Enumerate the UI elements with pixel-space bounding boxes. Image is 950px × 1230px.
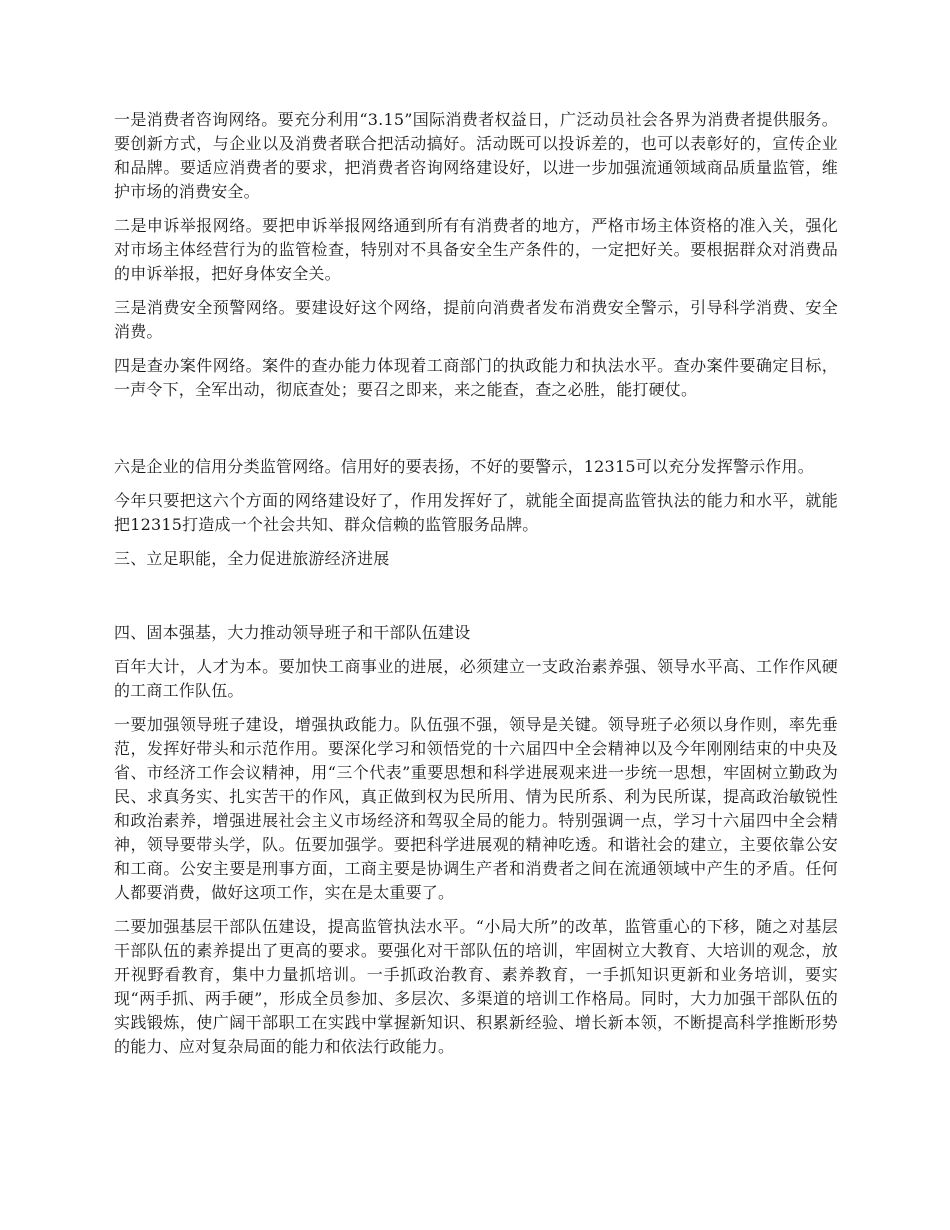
paragraph-credit-supervision-network: 六是企业的信用分类监管网络。信用好的要表扬，不好的要警示，12315可以充分发挥警示作用。 [114, 457, 814, 476]
section-heading-tourism: 三、立足职能，全力促进旅游经济进展 [114, 549, 390, 568]
paragraph-grassroots-cadres: 二要加强基层干部队伍建设，提高监管执法水平。“小局大所”的改革，监管重心的下移，随之对基层干部队伍的素养提出了更高的要求。要强化对干部队伍的培训，牢固树立大教育、大培训的观念，放开视野看教育，集中力量抓培训。一手抓政治教育、素养教育，一手抓知识更新和业务培训，要实现“两手抓、两手硬”，形成全员参加、多层次、多渠道的培训工作格局。同时，大力加强干部队伍的实践锻炼，使广阔干部职工在实践中掌握新知识、积累新经验、增长新本领，不断提高科学推断形势的能力、应对复杂局面的能力和依法行政能力。 [114, 917, 838, 1056]
blank-gap [114, 412, 838, 455]
paragraph-consumer-consulting-network: 一是消费者咨询网络。要充分利用“3.15”国际消费者权益日，广泛动员社会各界为消费者提供服务。要创新方式，与企业以及消费者联合把活动搞好。活动既可以投诉差的，也可以表彰好的，宣传企业和品牌。要适应消费者的要求，把消费者咨询网络建设好，以进一步加强流通领域商品质量监管，维护市场的消费安全。 [114, 110, 838, 201]
section-heading-team-building: 四、固本强基，大力推动领导班子和干部队伍建设 [114, 623, 471, 642]
paragraph-talent: 百年大计，人才为本。要加快工商事业的进展，必须建立一支政治素养强、领导水平高、工作作风硬的工商工作队伍。 [114, 657, 838, 700]
paragraph-leadership-building: 一要加强领导班子建设，增强执政能力。队伍强不强，领导是关键。领导班子必须以身作则，率先垂范，发挥好带头和示范作用。要深化学习和领悟党的十六届四中全会精神以及今年刚刚结束的中央及省、市经济工作会议精神，用“三个代表”重要思想和科学进展观来进一步统一思想，牢固树立勤政为民、求真务实、扎实苦干的作风，真正做到权为民所用、情为民所系、利为民所谋，提高政治敏锐性和政治素养，增强进展社会主义市场经济和驾驭全局的能力。特别强调一点，学习十六届四中全会精神，领导要带头学，队。伍要加强学。要把科学进展观的精神吃透。和谐社会的建立，主要依靠公安和工商。公安主要是刑事方面，工商主要是协调生产者和消费者之间在流通领域中产生的矛盾。任何人都要消费，做好这项工作，实在是太重要了。 [114, 715, 838, 902]
paragraph-safety-warning-network: 三是消费安全预警网络。要建设好这个网络，提前向消费者发布消费安全警示，引导科学消费、安全消费。 [114, 298, 838, 341]
paragraph-complaint-report-network: 二是申诉举报网络。要把申诉举报网络通到所有有消费者的地方，严格市场主体资格的准入关，强化对市场主体经营行为的监管检查，特别对不具备安全生产条件的，一定把好关。要根据群众对消费品的申诉举报，把好身体安全关。 [114, 216, 838, 283]
paragraph-case-handling-network: 四是查办案件网络。案件的查办能力体现着工商部门的执政能力和执法水平。查办案件要确定目标，一声令下，全军出动，彻底查处；要召之即来，来之能查，查之必胜，能打硬仗。 [114, 356, 838, 399]
blank-gap [114, 581, 838, 621]
document-body [114, 108, 838, 1069]
paragraph-six-networks-summary: 今年只要把这六个方面的网络建设好了，作用发挥好了，就能全面提高监管执法的能力和水平，就能把12315打造成一个社会共知、群众信赖的监管服务品牌。 [114, 491, 838, 534]
